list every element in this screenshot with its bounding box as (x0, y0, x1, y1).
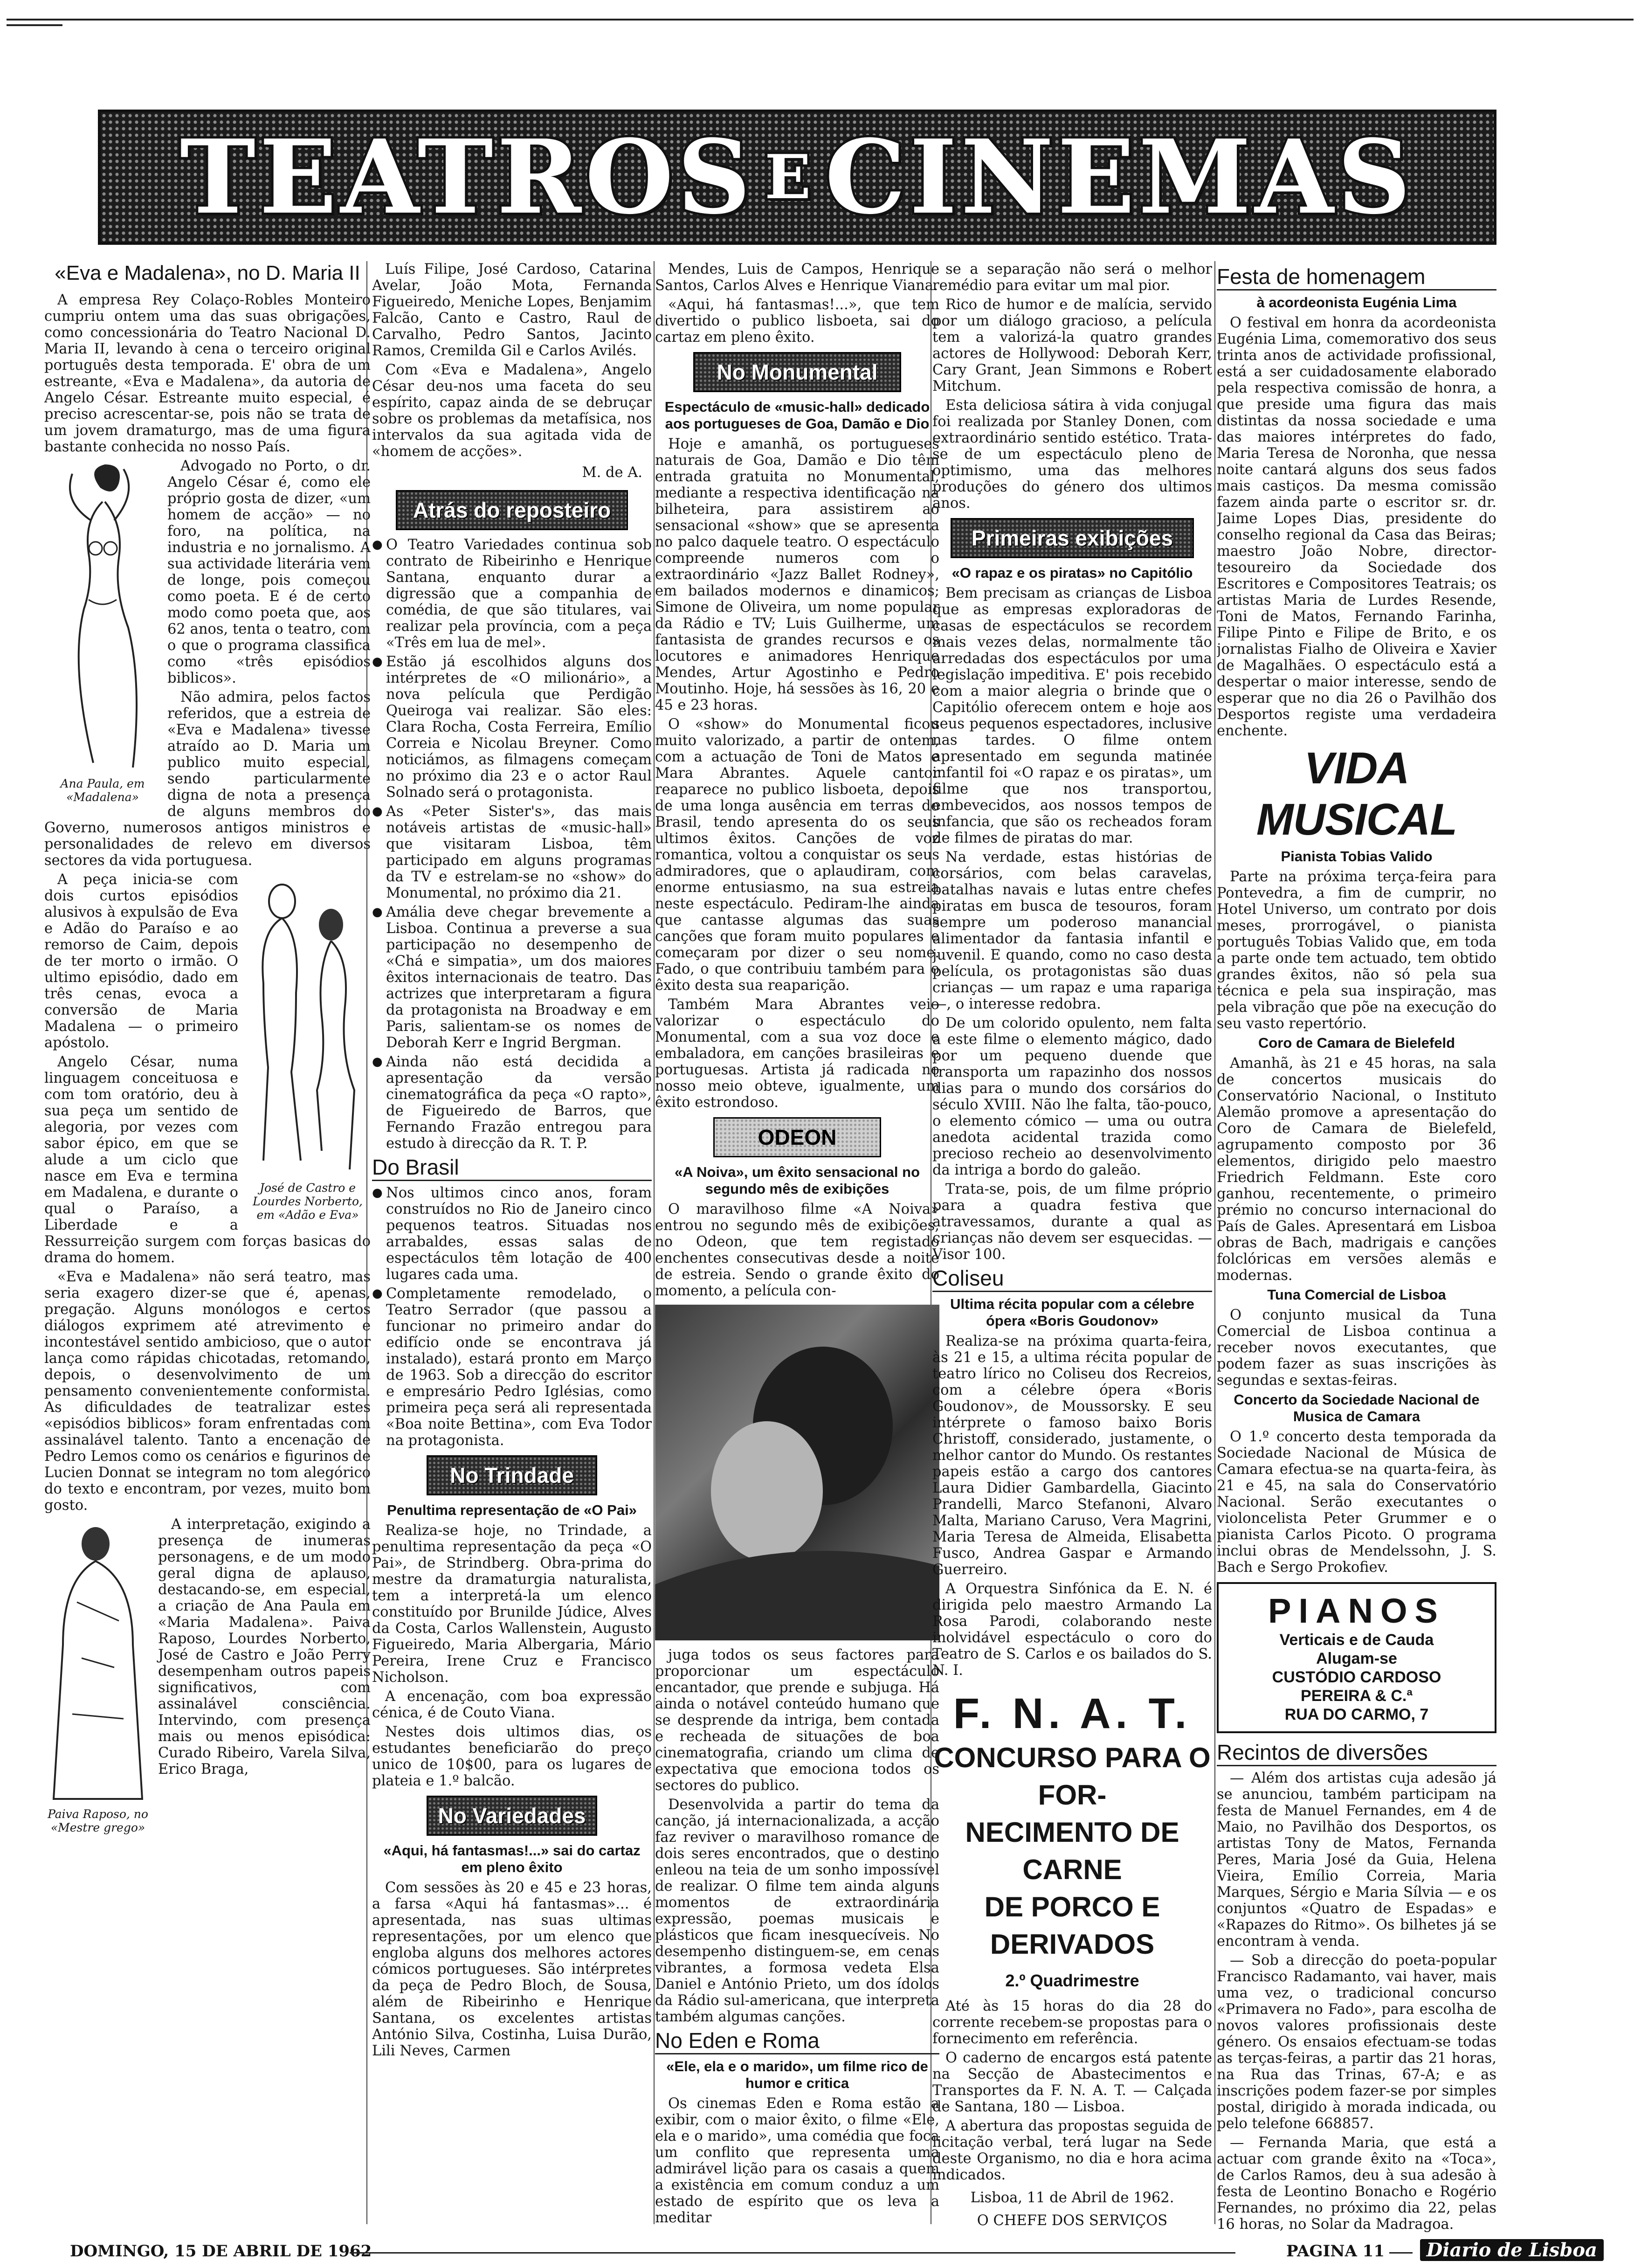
article-paragraph: A peça inicia-se com dois curtos episódios alusivos à expulsão de Eva e Adão do Paraíso e ao remorso de Caim, depois de ter morto o irmão. O ultimo episódio, dado em três cenas, evoca a conversão de Maria Madalena — o primeiro apóstolo. (44, 871, 238, 1051)
fnat-notice (932, 1688, 1212, 1989)
article-paragraph: A interpretação, exigindo a presença de inumeras personagens, e de um modo geral digna de aplauso, destacando-se, em especial, a criação de Ana Paula em «Maria Madalena». Paiva Raposo, Lourdes Norberto, José de Castro e João Perry desempenham outros papeis significativos, com assinalável consciência. Intervindo, com presença mais ou menos episódica: Curado Ribeiro, Varela Silva, Erico Braga, (158, 1516, 371, 1777)
illustration-caption: Ana Paula, em «Madalena» (60, 777, 145, 804)
article-title-eva-madalena: «Eva e Madalena», no D. Maria II (55, 262, 360, 284)
article-paragraph: Desenvolvida a partir do tema da canção, já internacionalizada, a acção faz reviver o maravilhoso romance de dois seres encontrados, que o destino enleou na teia de um sonho impossível de realizar. O filme tem ainda alguns momentos de extraordinária expressão, poemas musicais e plásticos que ficam inesquecíveis. No desempenho distinguem-se, em cenas vibrantes, a formosa vedeta Elsa Daniel e António Prieto, um dos ídolos da Rádio sul-americana, que interpreta também algumas canções. (655, 1797, 939, 2025)
fnat-signature: O CHEFE DOS SERVIÇOS (977, 2213, 1168, 2229)
section-heading-coliseu: Coliseu (932, 1265, 1212, 1292)
column-2 (372, 261, 652, 2238)
masthead-word-1: TEATROS (179, 118, 755, 237)
section-banner-primeiras-exibicoes: Primeiras exibições (951, 518, 1194, 558)
column-divider (654, 261, 655, 2224)
article-paragraph: Luís Filipe, José Cardoso, Catarina Avelar, João Mota, Fernanda Figueiredo, Meniche Lopes, Benjamim Falcão, Canto e Castro, Raul de Carvalho, Pedro Santos, Jacinto Ramos, Cremilda Gil e Carlos Avilés. (372, 261, 652, 359)
article-paragraph: A Orquestra Sinfónica da E. N. é dirigida pelo maestro Armando La Rosa Parodi, colaborando neste inolvidável espectáculo o coro do Teatro de S. Carlos e os bailados do S. N. I. (932, 1581, 1212, 1679)
article-paragraph: Com «Eva e Madalena», Angelo César deu-nos uma faceta do seu espírito, capaz ainda de se debruçar sobre os problemas da metafísica, nos intervalos da sua agitada vida de «homem de acções». (372, 362, 652, 460)
article-paragraph: Não admira, pelos factos referidos, que a estreia de «Eva e Madalena» tivesse atraído ao D. Maria um publico muito especial, sendo particularmente digna de nota a presença de alguns membros do Governo, numerosos antigos ministros e personalidades de relevo em diversos sectores da vida portuguesa. (44, 689, 371, 869)
fnat-paragraph: Até às 15 horas do dia 28 do corrente recebem-se propostas para o fornecimento em referência. (932, 1998, 1212, 2047)
footer-rule (350, 2252, 1235, 2254)
footer-page-number: PAGINA 11 (1286, 2242, 1385, 2261)
news-bullet: ● As «Peter Sister's», das mais notáveis artistas de «music-hall» que visitaram Lisboa, têm participado em alguns programas da TV e estrelam-se no «show» do Monumental, no próximo dia 21. (372, 803, 652, 901)
article-paragraph: «Eva e Madalena» não será teatro, mas seria exagero dizer-se que é, apenas, pregação. Alguns monólogos e certos diálogos exprimem até atrevimento e incontestável sentido ambicioso, que o autor lança como rápidas chicotadas, retomando, depois, o desenvolvimento de um pensamento convenientemente conformista. As dificuldades de teatralizar estes «episódios biblicos» foram enfrentadas com assinalável talento. Tanto a encenação de Pedro Lemos como os cenários e figurinos de Lucien Donnat se integram no tom alegórico do texto e encontram, por vezes, muito bom gosto. (44, 1269, 371, 1514)
top-rule-short (7, 24, 62, 26)
article-subheading: «A Noiva», um êxito sensacional no segundo mês de exibições (674, 1164, 920, 1197)
article-paragraph: Rico de humor e de malícia, servido por um diálogo gracioso, a película tem a valorizá-la quatro grandes actores de Hollywood: Deborah Kerr, Cary Grant, Jean Simmons e Robert Mitchum. (932, 297, 1212, 394)
article-subheading: Espectáculo de «music-hall» dedicado aos portugueses de Goa, Damão e Dio (664, 399, 930, 432)
article-paragraph: — Além dos artistas cuja adesão já se anunciou, também participam na festa de Manuel Fernandes, em 4 de Maio, no Pavilhão dos Desportos, os artistas Tony de Matos, Fernanda Peres, Maria José da Guia, Helena Vieira, Emílio Correia, Maria Marques, Sérgio e Maria Sílvia — e os conjuntos «Quatro de Espadas» e «Rapazes do Ritmo». Os bilhetes já se encontram à venda. (1217, 1770, 1496, 1950)
article-paragraph: Advogado no Porto, o dr. Angelo César é, como ele próprio gosta de dizer, «um homem de acção» — no foro, na política, na industria e no jornalismo. A sua actividade literária vem de longe, pois começou como poeta. E é de certo modo como poeta que, aos 62 anos, tenta o teatro, com o que o programa classifica como «três episódios biblicos». (167, 458, 371, 686)
film-still-photo (655, 1305, 939, 1640)
article-paragraph: O conjunto musical da Tuna Comercial de Lisboa continua a receber novos executantes, que podem fazer as suas inscrições às segundas e sextas-feiras. (1217, 1307, 1496, 1389)
article-paragraph: Mendes, Luis de Campos, Henrique Santos, Carlos Alves e Henrique Viana. (655, 261, 939, 294)
article-paragraph: se a separação não será o melhor remédio para evitar um mal pior. (932, 261, 1212, 294)
column-4 (932, 261, 1212, 2238)
article-paragraph: De um colorido opulento, nem falta a este filme o elemento mágico, dado por um pequeno duende que transporta um rapazinho dos nossos dias para o mundo dos corsários do século XVIII. Não lhe falta, tão-pouco, o elemento cómico — uma ou outra anedota acidental trazida como precioso recheio ao desenvolvimento da intriga a bordo do galeão. (932, 1015, 1212, 1178)
illustration-caption: Paiva Raposo, no «Mestre grego» (48, 1807, 148, 1834)
fnat-paragraph: O caderno de encargos está patente na Secção de Abastecimentos e Transportes da F. N. A. T. — Calçada de Santana, 180 — Lisboa. (932, 2050, 1212, 2115)
article-paragraph: juga todos os seus factores para proporcionar um espectáculo encantador, que prende e subjuga. Há ainda o notável conteúdo humano que se desprende da intriga, bem contada e recheada de situações de boa cinematografia, criando um clima de expectativa que emociona todos os sectores do publico. (655, 1647, 939, 1794)
top-rule (7, 19, 1634, 21)
article-paragraph: O 1.º concerto desta temporada da Sociedade Nacional de Música de Camara efectua-se na quarta-feira, às 21 e 45, na sala do Conservatório Nacional. Serão executantes o violoncelista Peter Grummer e o pianista Carlos Picoto. O programa inclui obras de Mendelssohn, J. S. Bach e Sergo Prokofiev. (1217, 1429, 1496, 1576)
ad-line: Alugam-se (1316, 1650, 1397, 1667)
article-paragraph: Amanhã, às 21 e 45 horas, na sala de concertos musicais do Conservatório Nacional, o Instituto Alemão promove a apresentação do Coro de Camara de Bielefeld, agrupamento composto por 36 elementos, dirigido pelo maestro Friedrich Feldmann. Este coro ganhou, recentemente, o primeiro prémio no concurso internacional do País de Gales. Apresentará em Lisboa obras de Bach, madrigais e canções folclóricas em versões alemãs e modernas. (1217, 1055, 1496, 1284)
article-paragraph: Os cinemas Eden e Roma estão a exibir, com o maior êxito, o filme «Ele, ela e o marido», uma comédia que foca um conflito que representa uma admirável lição para os casais a quem a existência em comum conduz a um estado de espírito que os leva a meditar (655, 2095, 939, 2226)
news-bullet: ● Ainda não está decidida a apresentação da versão cinematográfica da peça «O rapto», de Figueiredo de Barros, que Fernando Frazão entregou para estudo à direcção da R. T. P. (372, 1054, 652, 1152)
news-bullet: ● O Teatro Variedades continua sob contrato de Ribeirinho e Henrique Santana, enquanto durar a digressão que a companhia de comédia, de que são titulares, vai realizar pela província, com a peça «Três em lua de mel». (372, 537, 652, 651)
footer-date: DOMINGO, 15 DE ABRIL DE 1962 (70, 2242, 372, 2261)
article-paragraph: Também Mara Abrantes veio valorizar o espectáculo do Monumental, com a sua voz doce e embaladora, em canções brasileiras e portuguesas. Artista já radicada no nosso meio obteve, igualmente, um êxito estrondoso. (655, 996, 939, 1111)
article-paragraph: Realiza-se hoje, no Trindade, a penultima representação da peça «O Pai», de Strindberg. Obra-prima do mestre da dramaturgia naturalista, tem a interpretá-la um elenco constituído por Brunilde Júdice, Alves da Costa, Carlos Wallenstein, Augusto Figueiredo, Maria Albergaria, Mário Pereira, Irene Cruz e Francisco Nicholson. (372, 1522, 652, 1686)
news-bullet: ● Completamente remodelado, o Teatro Serrador (que passou a funcionar no primeiro andar do edifício onde se encontrava já instalado), estará pronto em Março de 1963. Sob a direcção do escritor e empresário Pedro Iglésias, como primeira peça será ali representada «Boa noite Bettina», com Eva Todor na protagonista. (372, 1286, 652, 1449)
article-paragraph: «Aqui, há fantasmas!...», que tem divertido o publico lisboeta, sai do cartaz em pleno êxito. (655, 297, 939, 346)
illustration-caption: José de Castro e Lourdes Norberto, em «Adão e Eva» (253, 1181, 363, 1222)
article-paragraph: Bem precisam as crianças de Lisboa que as empresas exploradoras de casas de espectáculos se recordem mais vezes delas, normalmente tão arredadas dos espectáculos por uma legislação impeditiva. E' pois recebido com a maior alegria o brinde que o Capitólio oferecem ontem e hoje aos seus pequenos espectadores, inclusive nas tardes. O filme ontem apresentado em segunda matinée infantil foi «O rapaz e os piratas», um filme que nos transportou, embevecidos, aos nossos tempos de infancia, que são os recheados foram de filmes de piratas do mar. (932, 585, 1212, 846)
section-heading-recintos-de-diversoes: Recintos de diversões (1217, 1740, 1496, 1766)
article-paragraph: Trata-se, pois, de um filme próprio para a quadra festiva que atravessamos, durante a qual as crianças não devem ser esquecidas. — Visor 100. (932, 1181, 1212, 1263)
article-subheading: Penultima representação de «O Pai» (387, 1502, 637, 1518)
fnat-headline-line: NECIMENTO DE CARNE (965, 1817, 1179, 1885)
ad-line: CUSTÓDIO CARDOSO (1272, 1668, 1441, 1686)
article-subheading: «O rapaz e os piratas» no Capitólio (952, 565, 1193, 581)
ad-line: PEREIRA & C.ª (1301, 1687, 1413, 1705)
article-paragraph: A empresa Rey Colaço-Robles Monteiro cumpriu ontem uma das suas obrigações, como concessionária do Teatro Nacional D. Maria II, levando à cena o terceiro original português desta temporada. E' obra de um estreante, «Eva e Madalena», da autoria de Angelo César. Estreante muito especial, é preciso acrescentar-se, pois não se trata de um jovem dramaturgo, mas de uma figura bastante conhecida no nosso País. (44, 292, 371, 455)
column-3 (655, 261, 939, 2238)
fnat-headline-line: DE PORCO E DERIVADOS (984, 1891, 1160, 1960)
article-paragraph: Com sessões às 20 e 45 e 23 horas, a farsa «Aqui há fantasmas»... é apresentada, nas suas ultimas representações, por um elenco que engloba alguns dos melhores actores cómicos portugueses. São intérpretes da peça de Pedro Bloch, de Sousa, além de Ribeirinho e Henrique Santana, os excelentes artistas António Silva, Costinha, Luisa Durão, Lili Neves, Carmen (372, 1880, 652, 2059)
pianos-advertisement (1217, 1582, 1496, 1733)
article-paragraph: Realiza-se na próxima quarta-feira, às 21 e 15, a ultima récita popular de teatro lírico no Coliseu dos Recreios, com a célebre ópera «Boris Goudonov», de Moussorsky. E seu intérprete o famoso baixo Boris Christoff, considerado, justamente, o melhor cantor do Mundo. Os restantes papeis estão a cargo dos cantores Laura Didier Gambardella, Giacinto Prandelli, Marco Stefanoni, Alvaro Malta, Mariano Caruso, Vera Magrini, Maria Teresa de Almeida, Elisabetta Fusco, Andrea Gaspar e Armando Guerreiro. (932, 1333, 1212, 1578)
news-bullet: ● Estão já escolhidos alguns dos intérpretes de «O milionário», a nova película que Perdigão Queiroga vai realizar. São eles: Clara Rocha, Costa Ferreira, Emílio Correia e Nicolau Breyner. Como noticiámos, as filmagens começam no próximo dia 23 e o actor Raul Solnado será o protagonista. (372, 654, 652, 801)
article-paragraph: Na verdade, estas histórias de corsários, com belas caravelas, batalhas navais e lutas entre chefes piratas em busca de tesouros, foram sempre um poderoso manancial alimentador da fantasia infantil e juvenil. E quando, como no caso desta película, os protagonistas são duas crianças — um rapaz e uma rapariga —, o interesse redobra. (932, 849, 1212, 1012)
column-divider (1214, 261, 1215, 2224)
article-paragraph: O festival em honra da acordeonista Eugénia Lima, comemorativo dos seus trinta anos de actividade profissional, está a ser cuidadosamente elaborado pela respectiva comissão de honra, a que preside uma figura das mais distintas da nossa sociedade e uma das maiores intérpretes do fado, Maria Teresa de Noronha, que nessa noite cantará alguns dos seus fados mais castiços. Da mesma comissão fazem ainda parte o escritor sr. dr. Jaime Lopes Dias, presidente do conselho regional da Casa das Beiras; maestro João Nobre, director-tesoureiro da Sociedade dos Escritores e Compositores Teatrais; os artistas Maria de Lurdes Resende, Toni de Matos, Fernando Farinha, Filipe Pinto e Filipe de Brito, e os jornalistas Fialho de Oliveira e Xavier de Magalhães. O espectáculo está a despertar o maior interesse, sendo de esperar que no dia 26 o Pavilhão dos Desportos registe uma verdadeira enchente. (1217, 315, 1496, 739)
article-subheading: «Aqui, há fantasmas!...» sai do cartaz em pleno êxito (383, 1842, 641, 1875)
dancer-drawing-icon (44, 460, 161, 777)
illustration-ana-paula (44, 460, 161, 804)
article-subheading: «Ele, ela e o marido», um filme rico de humor e critica (666, 2058, 928, 2091)
article-subheading: à acordeonista Eugénia Lima (1256, 294, 1457, 311)
article-paragraph: O «show» do Monumental ficou muito valorizado, a partir de ontem, com a actuação de Toni de Matos e Mara Abrantes. Aquele cantor reaparece no publico lisboeta, depois de uma longa ausência em terras do Brasil, tendo apresenta do os seus ultimos êxitos. Canções de voz romantica, voltou a conquistar os seus admiradores, que o aplaudiram, com enorme entusiasmo, na sua estreia neste espectáculo. Pediram-lhe ainda que cantasse algumas das suas canções que foram muito populares e começaram por dizer o seu nome. Fado, o que contribuiu também para o êxito desta sua reaparição. (655, 716, 939, 994)
column-1 (44, 261, 371, 2238)
article-paragraph: O maravilhoso filme «A Noiva» entrou no segundo mês de exibições, no Odeon, que tem registado enchentes consecutivas desde a noite de estreia. Sendo o grande êxito do momento, a película con- (655, 1201, 939, 1299)
fnat-date: Lisboa, 11 de Abril de 1962. (970, 2190, 1174, 2206)
illustration-paiva-raposo (44, 1518, 152, 1834)
article-paragraph: — Fernanda Maria, que está a actuar com grande êxito na «Toca», de Carlos Ramos, deu à sua adesão à festa de Leontino Bonacho e Rogério Fernandes, no próximo dia 22, pelas 16 horas, no Solar da Madragoa. (1217, 2135, 1496, 2233)
footer-rule (1389, 2252, 1413, 2254)
section-banner-odeon: ODEON (713, 1117, 881, 1157)
illustration-adao-eva (245, 873, 371, 1222)
article-subheading: Concerto da Sociedade Nacional de Musica de Camara (1234, 1391, 1480, 1424)
article-paragraph: Nestes dois ultimos dias, os estudantes beneficiarão do preço unico de 10$00, para os lugares de plateia e 1.º balcão. (372, 1724, 652, 1789)
article-paragraph: Parte na próxima terça-feira para Pontevedra, a fim de cumprir, no Hotel Universo, um contrato por dois meses, prorrogável, o pianista português Tobias Valido que, em toda a parte onde tem actuado, tem obtido grandes êxitos, não só pela sua técnica e pela sua inspiração, mas pela vibração que põe na execução do seu vasto repertório. (1217, 869, 1496, 1032)
ad-line: Verticais e de Cauda (1279, 1631, 1434, 1649)
ad-line: RUA DO CARMO, 7 (1284, 1706, 1429, 1723)
fnat-paragraph: A abertura das propostas seguida de licitação verbal, terá lugar na Sede deste Organismo, no dia e hora acima indicados. (932, 2118, 1212, 2183)
robed-figure-drawing-icon (44, 1518, 152, 1807)
page-footer (70, 2239, 1604, 2265)
masthead-connector: E (765, 141, 815, 213)
article-paragraph: Esta deliciosa sátira à vida conjugal foi realizada por Stanley Donen, com extraordinário sentido estético. Trata-se de um espectáculo pleno de optimismo, uma das melhores produções do género dos ultimos anos. (932, 397, 1212, 512)
section-masthead (98, 110, 1496, 245)
section-banner-no-variedades: No Variedades (427, 1796, 597, 1836)
section-heading-vida-musical: VIDA MUSICAL (1256, 743, 1457, 844)
article-paragraph: Hoje e amanhã, os portugueses naturais de Goa, Damão e Dio têm entrada gratuita no Monumental, mediante a respectiva identificação na bilheteira, para assistirem ao sensacional «show» que se apresenta no palco daquele teatro. O espectáculo compreende numeros com o extraordinário «Jazz Ballet Rodney», em bailados modernos e dinamicos; Simone de Oliveira, um nome popular da Rádio e TV; Luis Guilherme, um fantasista de grandes recursos e os locutores e animadores Henrique Mendes, Artur Agostinho e Pedro Moutinho. Hoje, há sessões às 16, 20 e 45 e 23 horas. (655, 436, 939, 713)
article-subheading: Pianista Tobias Valido (1281, 848, 1433, 864)
newspaper-logo: Diario de Lisboa (1420, 2239, 1604, 2261)
news-bullet: ● Nos ultimos cinco anos, foram construídos no Rio de Janeiro cinco pequenos teatros. Situadas nos arrabaldes, essas salas de espectáculos têm lotação de 400 lugares cada uma. (372, 1185, 652, 1283)
column-5 (1217, 261, 1496, 2238)
fnat-subtitle: 2.º Quadrimestre (1005, 1971, 1139, 1990)
article-subheading: Coro de Camara de Bielefeld (1258, 1035, 1455, 1051)
ad-title: PIANOS (1268, 1591, 1445, 1630)
section-heading-no-eden-e-roma: No Eden e Roma (655, 2028, 939, 2054)
masthead-word-2: CINEMAS (825, 118, 1415, 237)
section-banner-no-trindade: No Trindade (427, 1455, 597, 1495)
fnat-title: F. N. A. T. (953, 1690, 1192, 1737)
article-paragraph: — Sob a direcção do poeta-popular Francisco Radamanto, vai haver, mais uma vez, o tradicional concurso «Primavera no Fado», para escolha de novos valores profissionais deste género. Os ensaios efectuam-se todas as terças-feiras, a partir das 21 horas, na Rua das Trinas, 67-A; e as inscrições podem fazer-se por simples postal, dirigido à morada indicada, ou pelo telefone 668857. (1217, 1952, 1496, 2132)
article-paragraph: Angelo César, numa linguagem conceituosa e com tom oratório, deu à sua peça um sentido de alegoria, por vezes com sabor épico, em que se alude a um ciclo que nasce em Eva e termina em Madalena, e durante o qual o Paraíso, a Liberdade e a Ressurreição surgem com forças basicas do drama do homem. (44, 1054, 371, 1266)
article-signature: M. de A. (582, 464, 642, 481)
section-heading-do-brasil: Do Brasil (372, 1155, 652, 1181)
article-subheading: Ultima récita popular com a célebre ópera «Boris Goudonov» (950, 1296, 1194, 1329)
news-bullet: ● Amália deve chegar brevemente a Lisboa. Continua a preverse a sua participação no desempenho de «Chá e simpatia», um dos maiores êxitos internacionais de teatro. Das actrizes que interpretaram a figura da protagonista na Broadway e em Paris, salientam-se os nomes de Deborah Kerr e Ingrid Bergman. (372, 904, 652, 1051)
couple-drawing-icon (245, 873, 371, 1181)
section-heading-festa-de-homenagem: Festa de homenagem (1217, 264, 1496, 290)
film-still-image-icon (655, 1305, 939, 1640)
section-banner-atras-do-reposteiro: Atrás do reposteiro (396, 490, 628, 530)
article-subheading: Tuna Comercial de Lisboa (1267, 1286, 1446, 1303)
fnat-headline-line: CONCURSO PARA O FOR- (934, 1742, 1211, 1811)
section-banner-no-monumental: No Monumental (693, 352, 901, 392)
article-paragraph: A encenação, com boa expressão cénica, é de Couto Viana. (372, 1688, 652, 1721)
